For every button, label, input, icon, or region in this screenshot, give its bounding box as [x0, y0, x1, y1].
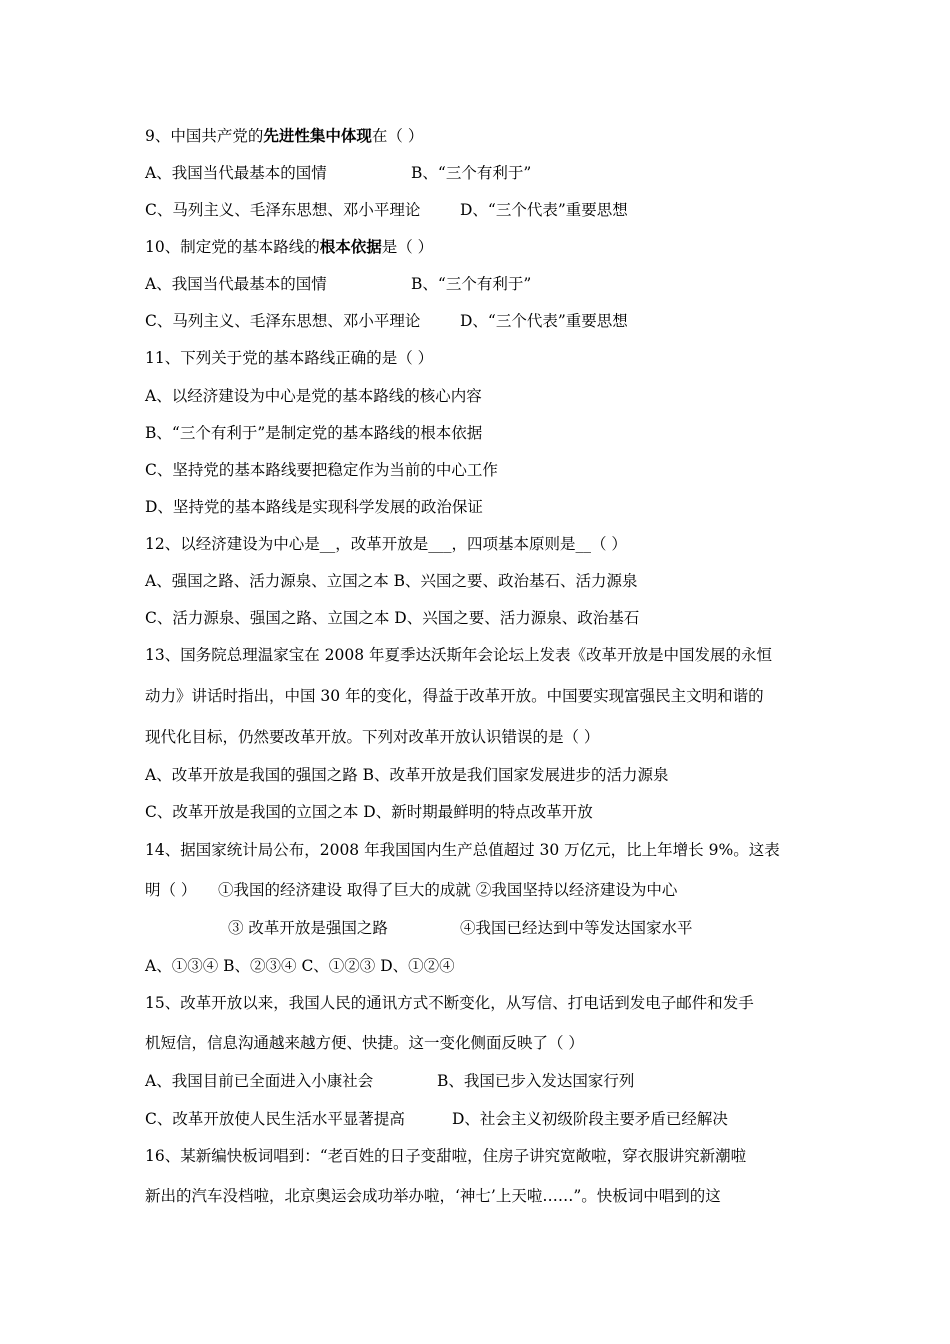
question-11-stem: 11、下列关于党的基本路线正确的是（ ） [145, 349, 434, 367]
question-9-stem [145, 126, 825, 146]
stem-emphasis: 根本依据 [319, 237, 382, 256]
question-13-stem-line-3: 现代化目标，仍然要改革开放。下列对改革开放认识错误的是（ ） [145, 728, 600, 746]
option-d: D、“三个代表”重要思想 [460, 312, 628, 330]
stem-emphasis: 先进性集中体现 [263, 126, 372, 145]
question-16-stem-line-1: 16、某新编快板词唱到：“老百姓的日子变甜啦，住房子讲究宽敞啦，穿衣服讲究新潮啦 [145, 1147, 747, 1165]
question-15-options-cd [145, 1109, 825, 1129]
statement-4: ④我国已经达到中等发达国家水平 [460, 919, 693, 937]
stem-text: 9、中国共产党的 [145, 127, 264, 145]
question-12-options-ab: A、强国之路、活力源泉、立国之本 B、兴国之要、政治基石、活力源泉 [145, 572, 638, 590]
question-13-options-cd: C、改革开放是我国的立国之本 D、新时期最鲜明的特点改革开放 [145, 803, 593, 821]
option-a: A、我国当代最基本的国情 [145, 275, 327, 293]
question-11-option-d: D、坚持党的基本路线是实现科学发展的政治保证 [145, 498, 483, 516]
stem-text: 明（ ） [145, 881, 197, 899]
question-14-stem-line-2 [145, 880, 825, 900]
question-13-stem-line-1: 13、国务院总理温家宝在 2008 年夏季达沃斯年会论坛上发表《改革开放是中国发展的永恒 [145, 646, 773, 664]
question-9-options-ab [145, 163, 825, 183]
question-11-option-b: B、“三个有利于”是制定党的基本路线的根本依据 [145, 424, 483, 442]
question-9-options-cd [145, 200, 825, 220]
statement-3: ③ 改革开放是强国之路 [228, 919, 388, 937]
question-12-stem: 12、以经济建设为中心是__，改革开放是___，四项基本原则是__（ ） [145, 535, 627, 553]
question-16-stem-line-2: 新出的汽车没档啦，北京奥运会成功举办啦，‘神七’上天啦……”。快板词中唱到的这 [145, 1187, 721, 1205]
question-14-stem-line-1: 14、据国家统计局公布，2008 年我国国内生产总值超过 30 万亿元，比上年增长 9%。这表 [145, 841, 780, 859]
question-15-stem-line-1: 15、改革开放以来，我国人民的通讯方式不断变化，从写信、打电话到发电子邮件和发手 [145, 994, 754, 1012]
question-10-options-ab [145, 274, 825, 294]
stem-text: 10、制定党的基本路线的 [145, 238, 320, 256]
question-13-options-ab: A、改革开放是我国的强国之路 B、改革开放是我们国家发展进步的活力源泉 [145, 766, 669, 784]
option-d: D、“三个代表”重要思想 [460, 201, 628, 219]
option-a: A、我国当代最基本的国情 [145, 164, 327, 182]
statements-1-2: ①我国的经济建设 取得了巨大的成就 ②我国坚持以经济建设为中心 [218, 881, 678, 899]
option-c: C、改革开放使人民生活水平显著提高 [145, 1110, 405, 1128]
question-15-options-ab [145, 1071, 825, 1091]
question-14-options: A、①③④ B、②③④ C、①②③ D、①②④ [145, 957, 455, 975]
option-c: C、马列主义、毛泽东思想、邓小平理论 [145, 201, 421, 219]
option-b: B、“三个有利于” [411, 275, 532, 293]
option-b: B、我国已步入发达国家行列 [437, 1072, 635, 1090]
question-11-option-c: C、坚持党的基本路线要把稳定作为当前的中心工作 [145, 461, 498, 479]
question-13-stem-line-2: 动力》讲话时指出，中国 30 年的变化，得益于改革开放。中国要实现富强民主文明和谐的 [145, 687, 764, 705]
option-c: C、马列主义、毛泽东思想、邓小平理论 [145, 312, 421, 330]
option-a: A、我国目前已全面进入小康社会 [145, 1072, 374, 1090]
option-b: B、“三个有利于” [411, 164, 532, 182]
question-12-options-cd: C、活力源泉、强国之路、立国之本 D、兴国之要、活力源泉、政治基石 [145, 609, 640, 627]
question-15-stem-line-2: 机短信，信息沟通越来越方便、快捷。这一变化侧面反映了（ ） [145, 1034, 584, 1052]
option-d: D、社会主义初级阶段主要矛盾已经解决 [452, 1110, 728, 1128]
question-10-stem [145, 237, 825, 257]
question-11-option-a: A、以经济建设为中心是党的基本路线的核心内容 [145, 387, 482, 405]
stem-text: 在（ ） [371, 127, 424, 145]
question-10-options-cd [145, 311, 825, 331]
stem-text: 是（ ） [381, 238, 434, 256]
